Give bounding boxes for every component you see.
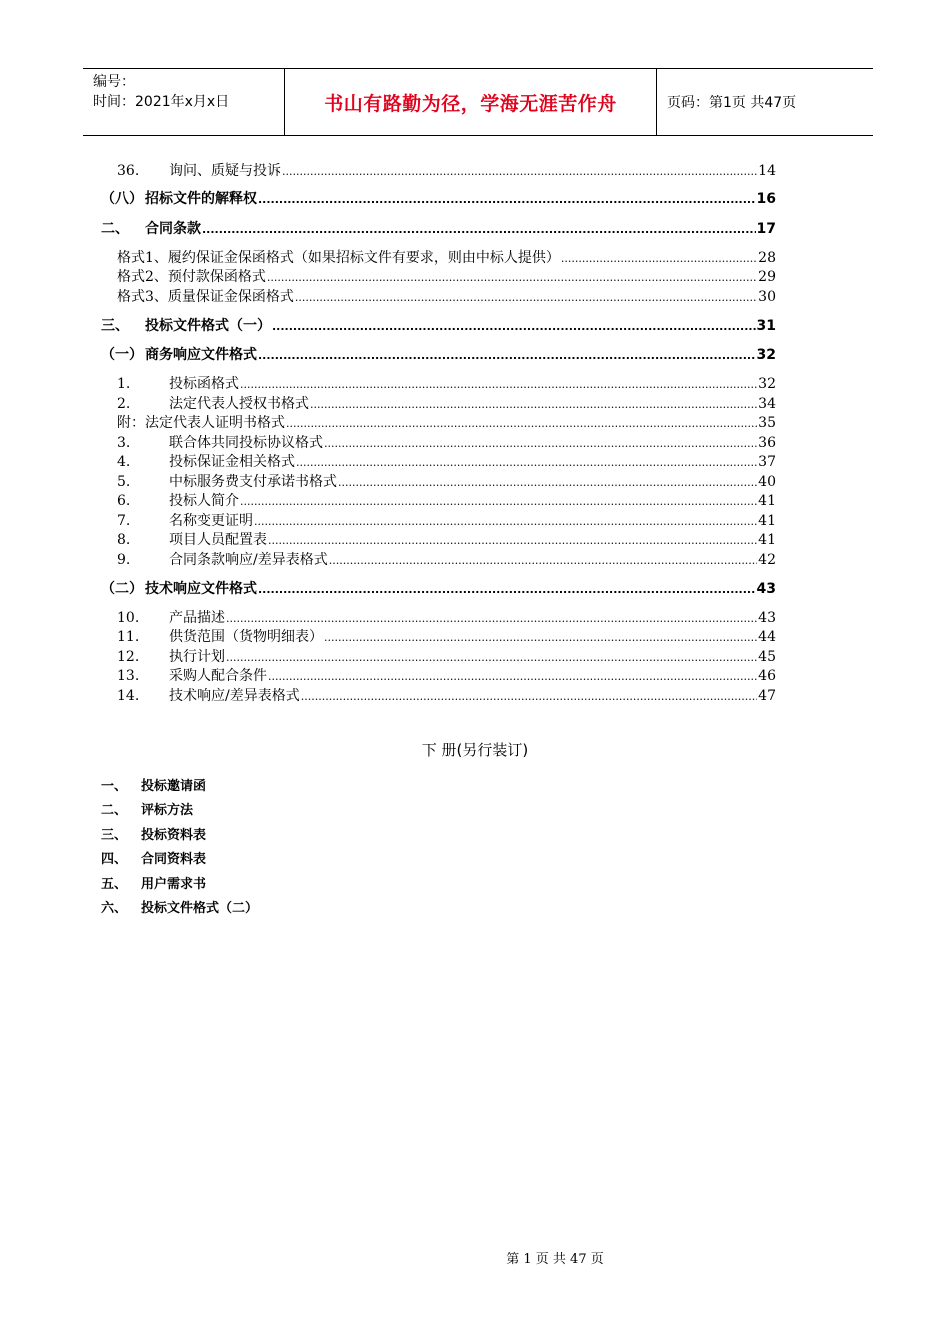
volume2-item [101,775,206,794]
header-page-info: 页码：第1页 共47页 [667,95,797,111]
toc-entry-number: 8. [117,532,131,548]
toc-entry-title: 询问、质疑与投诉 [169,163,281,179]
toc-entry[interactable] [117,510,776,530]
toc-leader-dots [296,454,757,470]
toc-leader-dots [301,688,757,704]
toc-entry[interactable] [101,344,776,364]
toc-leader-dots [324,435,757,451]
toc-entry-number: 14. [117,688,140,704]
volume2-item-number: 五、 [101,877,128,892]
volume2-item-title: 合同资料表 [141,852,207,867]
toc-leader-dots [240,376,757,392]
toc-entry[interactable] [117,266,776,286]
toc-entry-number: 三、 [101,318,129,334]
toc-entry-number: 36. [117,163,140,179]
toc-entry-page: 41 [758,493,776,509]
toc-entry-title: 供货范围（货物明细表） [169,629,323,645]
volume2-item-number: 六、 [101,901,128,916]
toc-entry-number: （二） [101,581,143,597]
toc-entry-number: 6. [117,493,131,509]
volume2-item-title: 投标资料表 [141,828,207,843]
toc-entry-page: 45 [758,649,776,665]
toc-entry-number: 1. [117,376,131,392]
toc-entry-page: 43 [756,581,776,597]
toc-entry-number: 7. [117,513,131,529]
volume2-item [101,848,206,867]
toc-entry-title: 投标人简介 [169,493,239,509]
toc-entry-number: 4. [117,454,131,470]
toc-entry-number: 3. [117,435,131,451]
volume2-item-title: 投标文件格式（二） [141,901,259,916]
toc-leader-dots [272,318,756,334]
volume2-item-number: 一、 [101,779,128,794]
toc-leader-dots [267,269,757,285]
toc-entry[interactable] [117,247,776,267]
volume2-item [101,799,193,818]
volume2-item [101,873,206,892]
toc-entry-title: 中标服务费支付承诺书格式 [169,474,337,490]
toc-entry[interactable] [117,160,776,180]
toc-entry[interactable] [101,188,776,208]
toc-entry-number: 12. [117,649,140,665]
toc-entry-page: 46 [758,668,776,684]
toc-entry[interactable] [117,412,776,432]
toc-leader-dots [324,629,757,645]
toc-leader-dots [258,347,756,363]
toc-entry[interactable] [117,549,776,569]
toc-leader-dots [282,163,757,179]
toc-leader-dots [226,649,757,665]
toc-entry[interactable] [117,665,776,685]
toc-leader-dots [268,532,757,548]
toc-leader-dots [202,221,756,237]
toc-entry-title: 招标文件的解释权 [145,191,257,207]
toc-entry-title: 联合体共同投标协议格式 [169,435,323,451]
toc-entry[interactable] [117,471,776,491]
volume2-item [101,824,206,843]
toc-entry-page: 16 [756,191,776,207]
toc-entry-page: 41 [758,532,776,548]
toc-entry-page: 28 [758,250,776,266]
toc-entry-page: 43 [758,610,776,626]
toc-entry[interactable] [101,218,776,238]
toc-entry-number: （八） [101,191,143,207]
toc-leader-dots [254,513,757,529]
toc-entry-title: 项目人员配置表 [169,532,267,548]
toc-leader-dots [268,668,757,684]
toc-entry-page: 30 [758,289,776,305]
toc-entry[interactable] [117,373,776,393]
volume2-item-number: 二、 [101,803,128,818]
toc-entry-title: 附：法定代表人证明书格式 [117,415,285,431]
header-meta [83,69,284,135]
toc-entry-page: 42 [758,552,776,568]
toc-entry-number: 2. [117,396,131,412]
toc-entry-title: 采购人配合条件 [169,668,267,684]
toc-entry-title: 执行计划 [169,649,225,665]
toc-entry-title: 格式2、预付款保函格式 [117,269,266,285]
toc-leader-dots [295,289,757,305]
toc-entry-number: （一） [101,347,143,363]
toc-entry-number: 9. [117,552,131,568]
page-footer: 第 1 页 共 47 页 [506,1252,604,1267]
toc-leader-dots [329,552,757,568]
toc-leader-dots [310,396,757,412]
toc-entry[interactable] [117,529,776,549]
toc-entry-title: 格式1、履约保证金保函格式（如果招标文件有要求，则由中标人提供） [117,250,560,266]
toc-entry-title: 合同条款响应/差异表格式 [169,552,328,568]
toc-entry-page: 29 [758,269,776,285]
toc-leader-dots [338,474,757,490]
toc-entry-title: 合同条款 [145,221,201,237]
toc-leader-dots [561,250,757,266]
toc-entry-title: 产品描述 [169,610,225,626]
toc-entry-page: 41 [758,513,776,529]
volume2-item-title: 投标邀请函 [141,779,207,794]
toc-entry-page: 32 [756,347,776,363]
toc-entry-title: 法定代表人授权书格式 [169,396,309,412]
toc-entry-page: 32 [758,376,776,392]
document-date: 时间：2021年x月x日 [93,94,230,110]
volume2-item-title: 用户需求书 [141,877,207,892]
toc-entry-title: 投标保证金相关格式 [169,454,295,470]
toc-entry[interactable] [101,315,776,335]
toc-entry[interactable] [101,578,776,598]
toc-leader-dots [258,581,756,597]
volume2-item-number: 四、 [101,852,128,867]
toc-leader-dots [240,493,757,509]
toc-entry[interactable] [117,685,776,705]
volume2-item [101,897,258,916]
toc-entry-page: 35 [758,415,776,431]
toc-leader-dots [258,191,756,207]
header-motto: 书山有路勤为径，学海无涯苦作舟 [284,69,657,135]
toc-entry[interactable] [117,451,776,471]
page-header [83,68,873,136]
toc-entry-page: 14 [758,163,776,179]
toc-entry-title: 格式3、质量保证金保函格式 [117,289,294,305]
toc-entry[interactable] [117,432,776,452]
toc-entry[interactable] [117,286,776,306]
toc-entry[interactable] [117,490,776,510]
volume2-item-number: 三、 [101,828,128,843]
toc-entry-number: 5. [117,474,131,490]
volume2-title: 下 册(另行装订) [421,741,529,759]
toc-entry-number: 10. [117,610,140,626]
document-number-label: 编号： [93,74,135,90]
toc-entry-number: 二、 [101,221,129,237]
toc-entry[interactable] [117,646,776,666]
toc-entry[interactable] [117,607,776,627]
toc-entry-title: 商务响应文件格式 [145,347,257,363]
toc-entry-title: 投标函格式 [169,376,239,392]
toc-entry-title: 技术响应文件格式 [145,581,257,597]
toc-entry-page: 36 [758,435,776,451]
toc-entry[interactable] [117,626,776,646]
toc-entry-number: 11. [117,629,140,645]
toc-leader-dots [226,610,757,626]
toc-entry-page: 37 [758,454,776,470]
toc-entry-page: 44 [758,629,776,645]
toc-entry-title: 投标文件格式（一） [145,318,271,334]
toc-entry-page: 40 [758,474,776,490]
volume2-item-title: 评标方法 [141,803,194,818]
toc-entry-page: 31 [756,318,776,334]
toc-entry-page: 47 [758,688,776,704]
toc-entry-page: 34 [758,396,776,412]
toc-entry[interactable] [117,393,776,413]
toc-entry-page: 17 [756,221,776,237]
toc-leader-dots [286,415,757,431]
toc-entry-title: 技术响应/差异表格式 [169,688,300,704]
toc-entry-title: 名称变更证明 [169,513,253,529]
toc-entry-number: 13. [117,668,140,684]
